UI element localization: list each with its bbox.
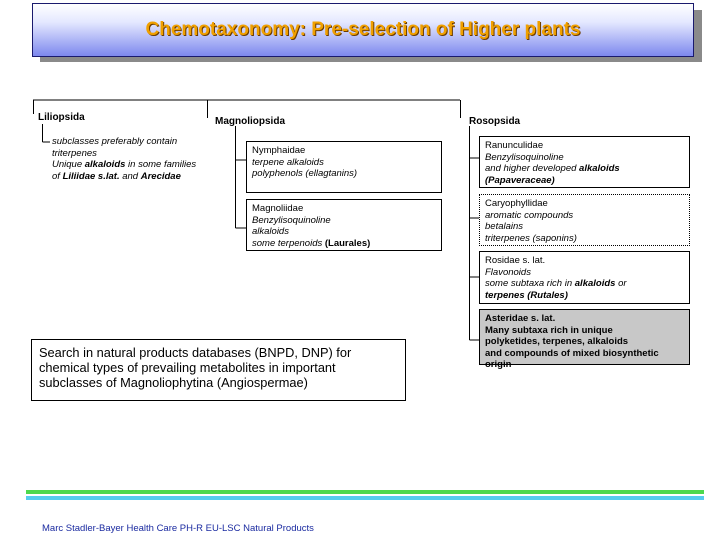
caryophyllidae-line3: triterpenes (saponins) [485,232,577,244]
rosidae-line1: Flavonoids [485,266,531,278]
ranunculidae-line1: Benzylisoquinoline [485,151,564,163]
caryophyllidae-line1: aromatic compounds [485,209,574,221]
rosidae-line3: terpenes (Rutales) [485,289,568,301]
box-rosidae [479,251,690,304]
box-caryophyllidae [479,194,690,246]
class-label-magnoliopsida: Magnoliopsida [215,116,285,127]
asteridae-line3: and compounds of mixed biosynthetic origin [485,347,659,370]
rosidae-head: Rosidae s. lat. [485,255,546,266]
magnoliidae-line1: Benzylisoquinoline [252,214,331,226]
ranunculidae-head: Ranunculidae [485,140,544,151]
asteridae-line1: Many subtaxa rich in unique [485,324,613,336]
liliopsida-line2: triterpenes [52,147,97,159]
magnoliidae-head: Magnoliidae [252,203,304,214]
class-label-rosopsida: Rosopsida [469,116,521,127]
nymphaidae-line1: terpene alkaloids [252,156,324,168]
liliopsida-line4: of Liliidae s.lat. and Arecidae [52,170,181,182]
footer-bar-green [26,490,704,494]
footer-bar-cyan [26,496,704,500]
liliopsida-line1: subclasses preferably contain [52,136,178,147]
box-nymphaidae [246,141,442,193]
liliopsida-line3: Unique alkaloids in some families [52,159,197,170]
box-asteridae [479,309,690,370]
caryophyllidae-head: Caryophyllidae [485,198,548,209]
nymphaidae-line2: polyphenols (ellagtanins) [252,168,358,179]
nymphaidae-head: Nymphaidae [252,145,306,156]
caryophyllidae-line2: betalains [485,221,524,232]
class-label-liliopsida: Liliopsida [38,112,85,123]
box-ranunculidae [479,136,690,188]
magnoliidae-line3: some terpenoids (Laurales) [252,237,371,249]
footer-text: Marc Stadler-Bayer Health Care PH-R EU-LSC Natural Products [42,523,314,534]
search-note-box: Search in natural products databases (BNPD, DNP) for chemical types of prevailing metabolites in important subclasses of Magnoliophytina (Angiospermae) [31,339,406,401]
ranunculidae-line2: and higher developed alkaloids [485,163,620,174]
asteridae-head: Asteridae s. lat. [485,313,556,324]
slide-title: Chemotaxonomy: Pre-selection of Higher plants [145,19,581,40]
liliopsida-description [52,136,196,182]
magnoliidae-line2: alkaloids [252,226,289,237]
rosidae-line2: some subtaxa rich in alkaloids or [485,278,627,289]
box-magnoliidae [246,199,442,251]
asteridae-line2: polyketides, terpenes, alkaloids [485,336,629,347]
ranunculidae-line3: (Papaveraceae) [485,174,555,186]
